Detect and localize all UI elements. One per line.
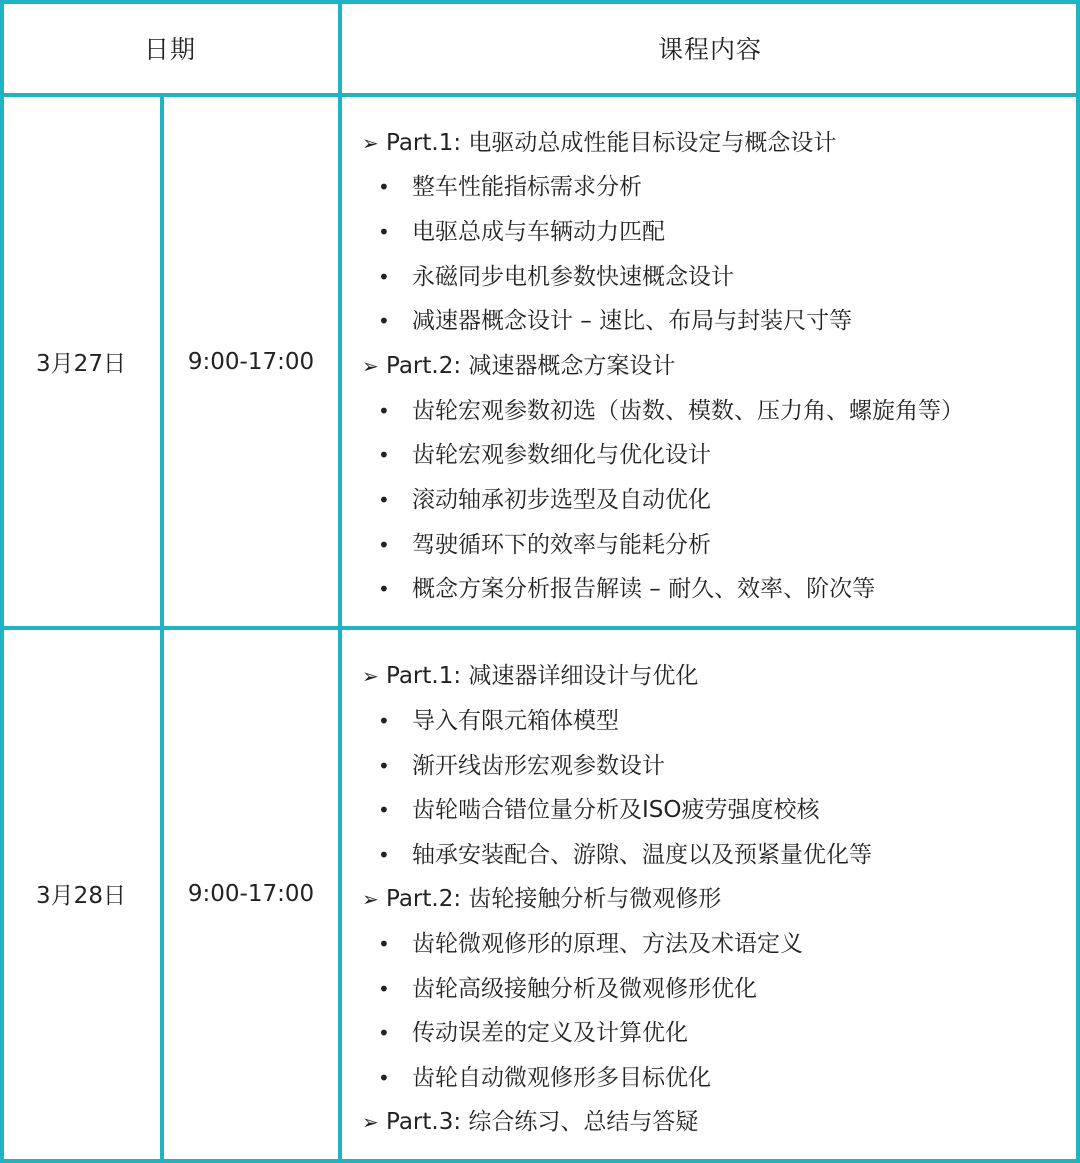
day-2-part-2 <box>362 884 721 914</box>
part-marker-icon: ➢ <box>362 887 379 911</box>
bullet-icon: • <box>378 443 390 467</box>
list-item-text: 传动误差的定义及计算优化 <box>412 1020 688 1046</box>
list-item-text: 轴承安装配合、游隙、温度以及预紧量优化等 <box>412 842 872 868</box>
list-item <box>362 795 820 825</box>
part-marker-icon: ➢ <box>362 131 379 155</box>
part-marker-icon: ➢ <box>362 1110 379 1134</box>
day-2-time: 9:00-17:00 <box>187 880 315 907</box>
list-item-text: 整车性能指标需求分析 <box>412 174 642 200</box>
bullet-icon: • <box>378 488 390 512</box>
list-item <box>362 1063 711 1093</box>
bullet-icon: • <box>378 798 390 822</box>
bullet-icon: • <box>378 309 390 333</box>
part-title: Part.2: 减速器概念方案设计 <box>386 353 676 379</box>
header-date-cell <box>0 0 340 95</box>
list-item-text: 驾驶循环下的效率与能耗分析 <box>412 532 711 558</box>
day-2-date-cell <box>0 628 162 1159</box>
bullet-icon: • <box>378 577 390 601</box>
day-2-time-cell <box>162 628 340 1159</box>
list-item <box>362 706 619 736</box>
list-item-text: 导入有限元箱体模型 <box>412 708 619 734</box>
bullet-icon: • <box>378 265 390 289</box>
part-title: Part.2: 齿轮接触分析与微观修形 <box>386 886 722 912</box>
list-item-text: 概念方案分析报告解读 – 耐久、效率、阶次等 <box>412 576 876 602</box>
list-item-text: 减速器概念设计 – 速比、布局与封装尺寸等 <box>412 308 853 334</box>
part-marker-icon: ➢ <box>362 664 379 688</box>
header-content-label: 课程内容 <box>657 34 762 64</box>
list-item <box>362 1018 688 1048</box>
day-2-date: 3月28日 <box>36 883 126 909</box>
day-1-time-cell <box>162 95 340 628</box>
list-item-text: 齿轮啮合错位量分析及ISO疲劳强度校核 <box>412 797 820 823</box>
list-item-text: 齿轮宏观参数细化与优化设计 <box>412 442 711 468</box>
bullet-icon: • <box>378 977 390 1001</box>
list-item <box>362 840 872 870</box>
bullet-icon: • <box>378 399 390 423</box>
bullet-icon: • <box>378 1066 390 1090</box>
day-2-content-cell <box>362 0 1072 1160</box>
part-marker-icon: ➢ <box>362 354 379 378</box>
day-1-date-cell <box>0 95 162 628</box>
list-item-text: 齿轮宏观参数初选（齿数、模数、压力角、螺旋角等） <box>412 398 964 424</box>
part-title: Part.1: 电驱动总成性能目标设定与概念设计 <box>386 130 837 156</box>
day-2-part-3 <box>362 1107 698 1137</box>
list-item-text: 齿轮高级接触分析及微观修形优化 <box>412 976 757 1002</box>
list-item <box>362 974 757 1004</box>
list-item-text: 滚动轴承初步选型及自动优化 <box>412 487 711 513</box>
bullet-icon: • <box>378 220 390 244</box>
part-title: Part.3: 综合练习、总结与答疑 <box>386 1109 699 1135</box>
day-2-part-1 <box>362 661 698 691</box>
part-title: Part.1: 减速器详细设计与优化 <box>386 663 699 689</box>
list-item-text: 电驱总成与车辆动力匹配 <box>412 219 665 245</box>
day-1-date: 3月27日 <box>36 351 126 377</box>
list-item-text: 齿轮微观修形的原理、方法及术语定义 <box>412 931 803 957</box>
bullet-icon: • <box>378 843 390 867</box>
header-date-label: 日期 <box>143 34 196 64</box>
bullet-icon: • <box>378 175 390 199</box>
bullet-icon: • <box>378 1021 390 1045</box>
bullet-icon: • <box>378 754 390 778</box>
bullet-icon: • <box>378 932 390 956</box>
list-item <box>362 751 665 781</box>
list-item-text: 齿轮自动微观修形多目标优化 <box>412 1065 711 1091</box>
list-item-text: 渐开线齿形宏观参数设计 <box>412 753 665 779</box>
list-item-text: 永磁同步电机参数快速概念设计 <box>412 264 734 290</box>
list-item <box>362 929 803 959</box>
bullet-icon: • <box>378 533 390 557</box>
bullet-icon: • <box>378 709 390 733</box>
day-1-time: 9:00-17:00 <box>187 348 315 375</box>
